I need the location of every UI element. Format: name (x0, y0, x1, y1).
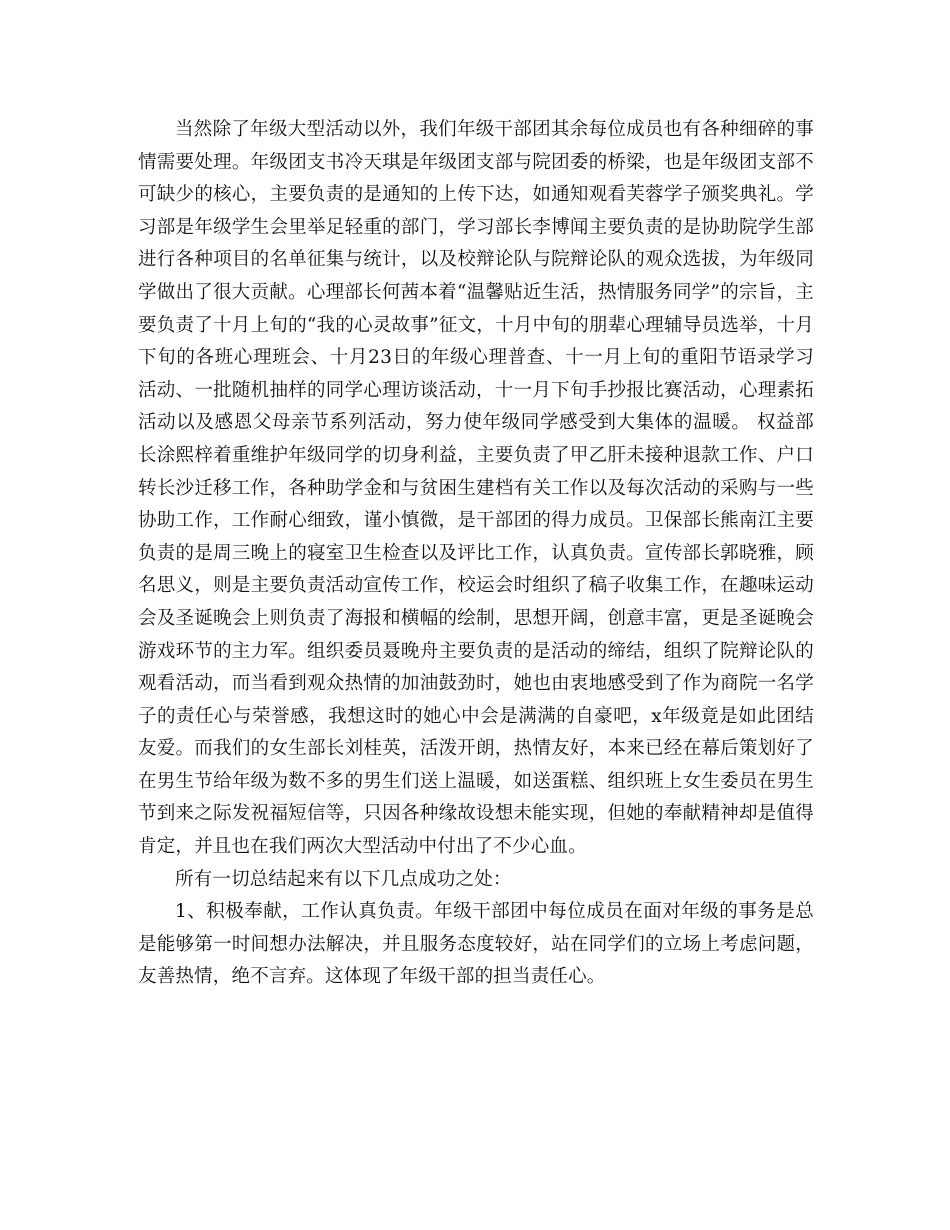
document-body (138, 114, 814, 994)
paragraph-summary-intro: 所有一切总结起来有以下几点成功之处： (175, 868, 512, 890)
paragraph-cadre-duties: 当然除了年级大型活动以外，我们年级干部团其余每位成员也有各种细碎的事情需要处理。年级团支书冷天琪是年级团支部与院团委的桥梁，也是年级团支部不可缺少的核心，主要负责的是通知的上传下达，如通知观看芙蓉学子颁奖典礼。学习部是年级学生会里举足轻重的部门，学习部长李博闻主要负责的是协助院学生部进行各种项目的名单征集与统计，以及校辩论队与院辩论队的观众选拔，为年级同学做出了很大贡献。心理部长何茜本着“温馨贴近生活，热情服务同学”的宗旨，主要负责了十月上旬的“我的心灵故事”征文，十月中旬的朋辈心理辅导员选举，十月下旬的各班心理班会、十月23日的年级心理普查、十一月上旬的重阳节语录学习活动、一批随机抽样的同学心理访谈活动，十一月下旬手抄报比赛活动，心理素拓活动以及感恩父母亲节系列活动，努力使年级同学感受到大集体的温暖。 权益部长涂熙梓着重维护年级同学的切身利益，主要负责了甲乙肝未接种退款工作、户口转长沙迁移工作，各种助学金和与贫困生建档有关工作以及每次活动的采购与一些协助工作，工作耐心细致，谨小慎微，是干部团的得力成员。卫保部长熊南江主要负责的是周三晚上的寝室卫生检查以及评比工作，认真负责。宣传部长郭晓雅，顾名思义，则是主要负责活动宣传工作，校运会时组织了稿子收集工作，在趣味运动会及圣诞晚会上则负责了海报和横幅的绘制，思想开阔，创意丰富，更是圣诞晚会游戏环节的主力军。组织委员聂晚舟主要负责的是活动的缔结，组织了院辩论队的观看活动，而当看到观众热情的加油鼓劲时，她也由衷地感受到了作为商院一名学子的责任心与荣誉感，我想这时的她心中会是满满的自豪吧，x年级竟是如此团结友爱。而我们的女生部长刘桂英，活泼开朗，热情友好，本来已经在幕后策划好了在男生节给年级为数不多的男生们送上温暖，如送蛋糕、组织班上女生委员在男生节到来之际发祝福短信等，只因各种缘故设想未能实现，但她的奉献精神却是值得肯定，并且也在我们两次大型活动中付出了不少心血。 (138, 119, 814, 858)
paragraph-point-one: 1、积极奉献，工作认真负责。年级干部团中每位成员在面对年级的事务是总是能够第一时间想办法解决，并且服务态度较好，站在同学们的立场上考虑问题，友善热情，绝不言弃。这体现了年级干部的担当责任心。 (138, 901, 814, 988)
